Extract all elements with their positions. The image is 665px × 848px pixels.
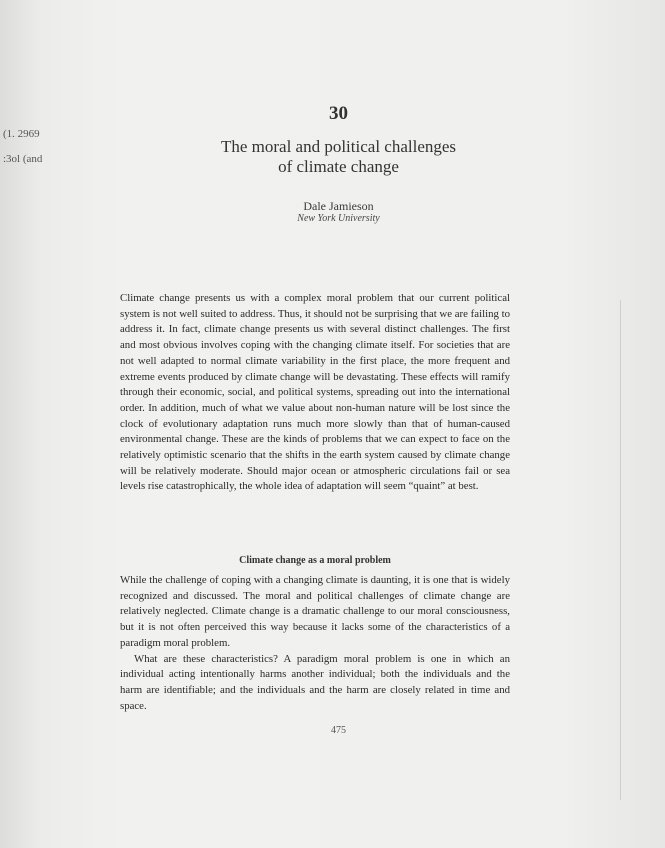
margin-note-2: :3ol (and — [3, 153, 43, 165]
page-number: 475 — [331, 725, 346, 736]
chapter-number: 30 — [329, 103, 348, 124]
chapter-title-line-2: of climate change — [278, 157, 399, 176]
author-affiliation: New York University — [297, 213, 380, 224]
margin-note-1: (1. 2969 — [3, 128, 40, 140]
section-paragraph-1: While the challenge of coping with a changing climate is daunting, it is one that is widely recognized and discussed. The moral and political challenges of climate change are relatively neglected. Climate change is a dramatic challenge to our moral consciousness, but it is not often perceived this way because it lacks some of the characteristics of a paradigm moral problem. — [120, 574, 510, 649]
chapter-title-line-1: The moral and political challenges — [220, 137, 457, 156]
section-paragraph-2: What are these characteristics? A paradigm moral problem is one in which an individual acting intentionally harms another individual; both the individuals and the harm are identifiable; and the individuals and the harm are closely related in time and space. — [120, 652, 510, 712]
author-name: Dale Jamieson — [303, 199, 374, 213]
section-heading: Climate change as a moral problem — [239, 555, 391, 566]
intro-paragraph: Climate change presents us with a complex moral problem that our current political system is not well suited to address. Thus, it should not be surprising that we are failing to address it. In fact, climate change presents us with several distinct challenges. The first and most obvious involves coping with the changing climate itself. For societies that are not well adapted to normal climate variability in the first place, the more frequent and extreme events produced by climate change will be devastating. These effects will ramify through their economic, social, and political systems, spreading out into the international order. In addition, much of what we value about non-human nature will be lost since the clock of evolutionary adaptation runs much more slowly than that of human-caused environmental change. These are the kinds of problems that we can expect to face on the relatively optimistic scenario that the shifts in the earth system caused by climate change will be relatively moderate. Should major ocean or atmospheric circulations fail or sea levels rise catastrophically, the whole idea of adaptation will seem “quaint” at best. — [120, 292, 510, 493]
scan-shadow-line — [620, 300, 621, 800]
section-body — [120, 573, 510, 714]
